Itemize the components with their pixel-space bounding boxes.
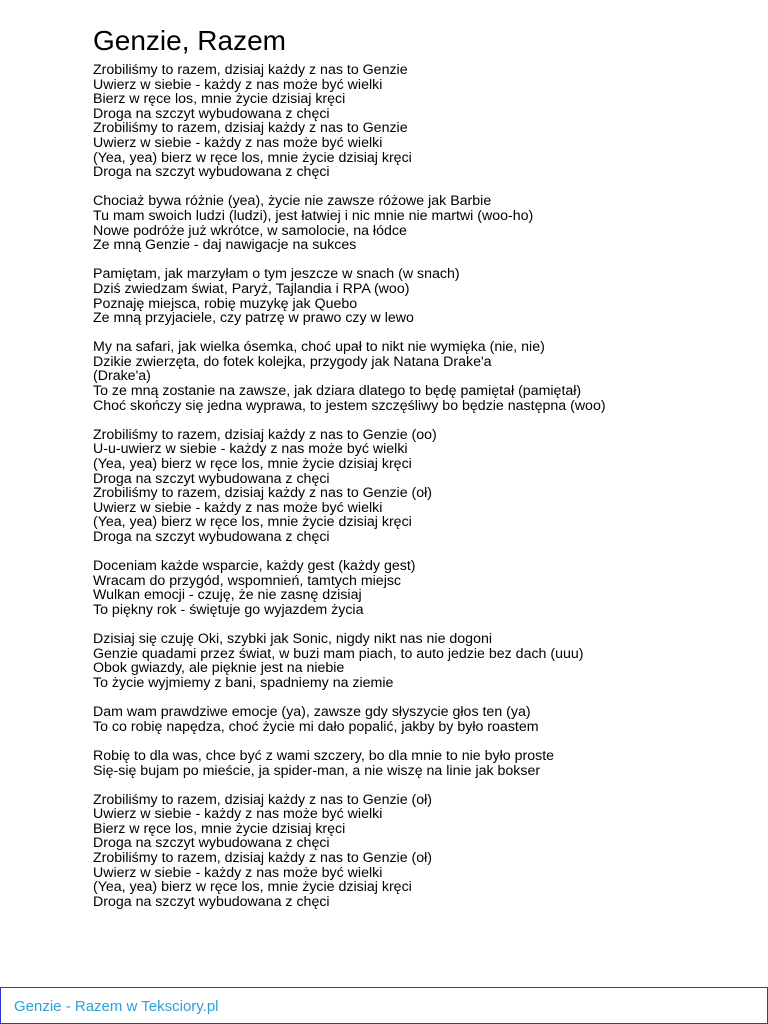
lyric-line: Dziś zwiedzam świat, Paryż, Tajlandia i RPA (woo): [93, 280, 410, 297]
lyric-line: To życie wyjmiemy z bani, spadniemy na ziemie: [93, 674, 394, 691]
lyric-line: Zrobiliśmy to razem, dzisiaj każdy z nas to Genzie (oł): [93, 850, 433, 867]
stanza: [93, 632, 763, 690]
lyric-line: To piękny rok - świętuje go wyjazdem życia: [93, 601, 364, 618]
lyric-line: Droga na szczyt wybudowana z chęci: [93, 164, 330, 181]
lyric-line: Pamiętam, jak marzyłam o tym jeszcze w snach (w snach): [93, 266, 460, 283]
stanza: [93, 428, 763, 545]
lyric-line: Droga na szczyt wybudowana z chęci: [93, 893, 330, 910]
lyric-line: Uwierz w siebie - każdy z nas może być wielki: [93, 76, 383, 93]
lyrics-page: [93, 24, 763, 924]
lyric-line: Zrobiliśmy to razem, dzisiaj każdy z nas to Genzie (oł): [93, 485, 433, 502]
stanza: [93, 194, 763, 252]
footer-bar: [0, 987, 768, 1024]
lyric-line: Zrobiliśmy to razem, dzisiaj każdy z nas to Genzie (oł): [93, 791, 433, 808]
lyric-line: Genzie quadami przez świat, w buzi mam piach, to auto jedzie bez dach (uuu): [93, 645, 584, 662]
lyric-line: Robię to dla was, chce być z wami szczery, bo dla mnie to nie było proste: [93, 747, 555, 764]
lyric-line: Nowe podróże już wkrótce, w samolocie, na łódce: [93, 222, 407, 239]
lyric-line: Wulkan emocji - czuję, że nie zasnę dzisiaj: [93, 587, 362, 604]
stanza: [93, 749, 763, 778]
stanza: [93, 267, 763, 325]
lyric-line: Się-się bujam po mieście, ja spider-man, a nie wiszę na linie jak bokser: [93, 762, 541, 779]
lyric-line: Poznaję miejsca, robię muzykę jak Quebo: [93, 295, 358, 312]
lyric-line: Obok gwiazdy, ale pięknie jest na niebie: [93, 660, 345, 677]
lyric-line: Ze mną przyjaciele, czy patrzę w prawo czy w lewo: [93, 310, 414, 327]
stanza: [93, 559, 763, 617]
lyric-line: Dzikie zwierzęta, do fotek kolejka, przygody jak Natana Drake'a: [93, 353, 492, 370]
stanza: [93, 63, 763, 180]
lyric-line: (Drake'a): [93, 368, 151, 385]
lyrics-body: [93, 63, 763, 909]
lyric-line: Ze mną Genzie - daj nawigacje na sukces: [93, 237, 357, 254]
lyric-line: (Yea, yea) bierz w ręce los, mnie życie dzisiaj kręci: [93, 456, 412, 473]
lyric-line: Zrobiliśmy to razem, dzisiaj każdy z nas to Genzie (oo): [93, 426, 437, 443]
lyric-line: Zrobiliśmy to razem, dzisiaj każdy z nas to Genzie: [93, 62, 408, 78]
lyric-line: Dzisiaj się czuję Oki, szybki jak Sonic, nigdy nikt nas nie dogoni: [93, 631, 493, 648]
stanza: [93, 793, 763, 910]
stanza: [93, 340, 763, 413]
song-title: Genzie, Razem: [93, 25, 286, 56]
lyric-line: Wracam do przygód, wspomnień, tamtych miejsc: [93, 572, 402, 589]
lyric-line: (Yea, yea) bierz w ręce los, mnie życie dzisiaj kręci: [93, 514, 412, 531]
lyric-line: Chociaż bywa różnie (yea), życie nie zawsze różowe jak Barbie: [93, 193, 492, 210]
lyric-line: Tu mam swoich ludzi (ludzi), jest łatwiej i nic mnie nie martwi (woo-ho): [93, 207, 534, 224]
lyric-line: Zrobiliśmy to razem, dzisiaj każdy z nas to Genzie: [93, 120, 408, 137]
lyric-line: Dam wam prawdziwe emocje (ya), zawsze gdy słyszycie głos ten (ya): [93, 704, 531, 721]
lyric-line: U-u-uwierz w siebie - każdy z nas może być wielki: [93, 441, 408, 458]
lyric-line: (Yea, yea) bierz w ręce los, mnie życie dzisiaj kręci: [93, 879, 412, 896]
lyric-line: Droga na szczyt wybudowana z chęci: [93, 529, 330, 545]
lyric-line: Droga na szczyt wybudowana z chęci: [93, 105, 330, 122]
lyric-line: To co robię napędza, choć życie mi dało popalić, jakby by było roastem: [93, 718, 539, 735]
lyric-line: Uwierz w siebie - każdy z nas może być wielki: [93, 806, 383, 823]
lyric-line: My na safari, jak wielka ósemka, choć upał to nikt nie wymięka (nie, nie): [93, 339, 545, 356]
stanza: [93, 705, 763, 734]
lyric-line: Uwierz w siebie - każdy z nas może być wielki: [93, 499, 383, 516]
lyric-line: Choć skończy się jedna wyprawa, to jestem szczęśliwy bo będzie następna (woo): [93, 397, 606, 414]
lyric-line: Uwierz w siebie - każdy z nas może być wielki: [93, 134, 383, 151]
lyric-line: Doceniam każde wsparcie, każdy gest (każdy gest): [93, 558, 416, 575]
source-link[interactable]: Genzie - Razem w Teksciory.pl: [14, 998, 219, 1015]
lyric-line: Bierz w ręce los, mnie życie dzisiaj kręci: [93, 91, 346, 108]
lyric-line: Uwierz w siebie - każdy z nas może być wielki: [93, 864, 383, 881]
lyric-line: Bierz w ręce los, mnie życie dzisiaj kręci: [93, 820, 346, 837]
lyric-line: Droga na szczyt wybudowana z chęci: [93, 470, 330, 487]
lyric-line: (Yea, yea) bierz w ręce los, mnie życie dzisiaj kręci: [93, 149, 412, 166]
lyric-line: Droga na szczyt wybudowana z chęci: [93, 835, 330, 852]
lyric-line: To ze mną zostanie na zawsze, jak dziara dlatego to będę pamiętał (pamiętał): [93, 383, 582, 400]
